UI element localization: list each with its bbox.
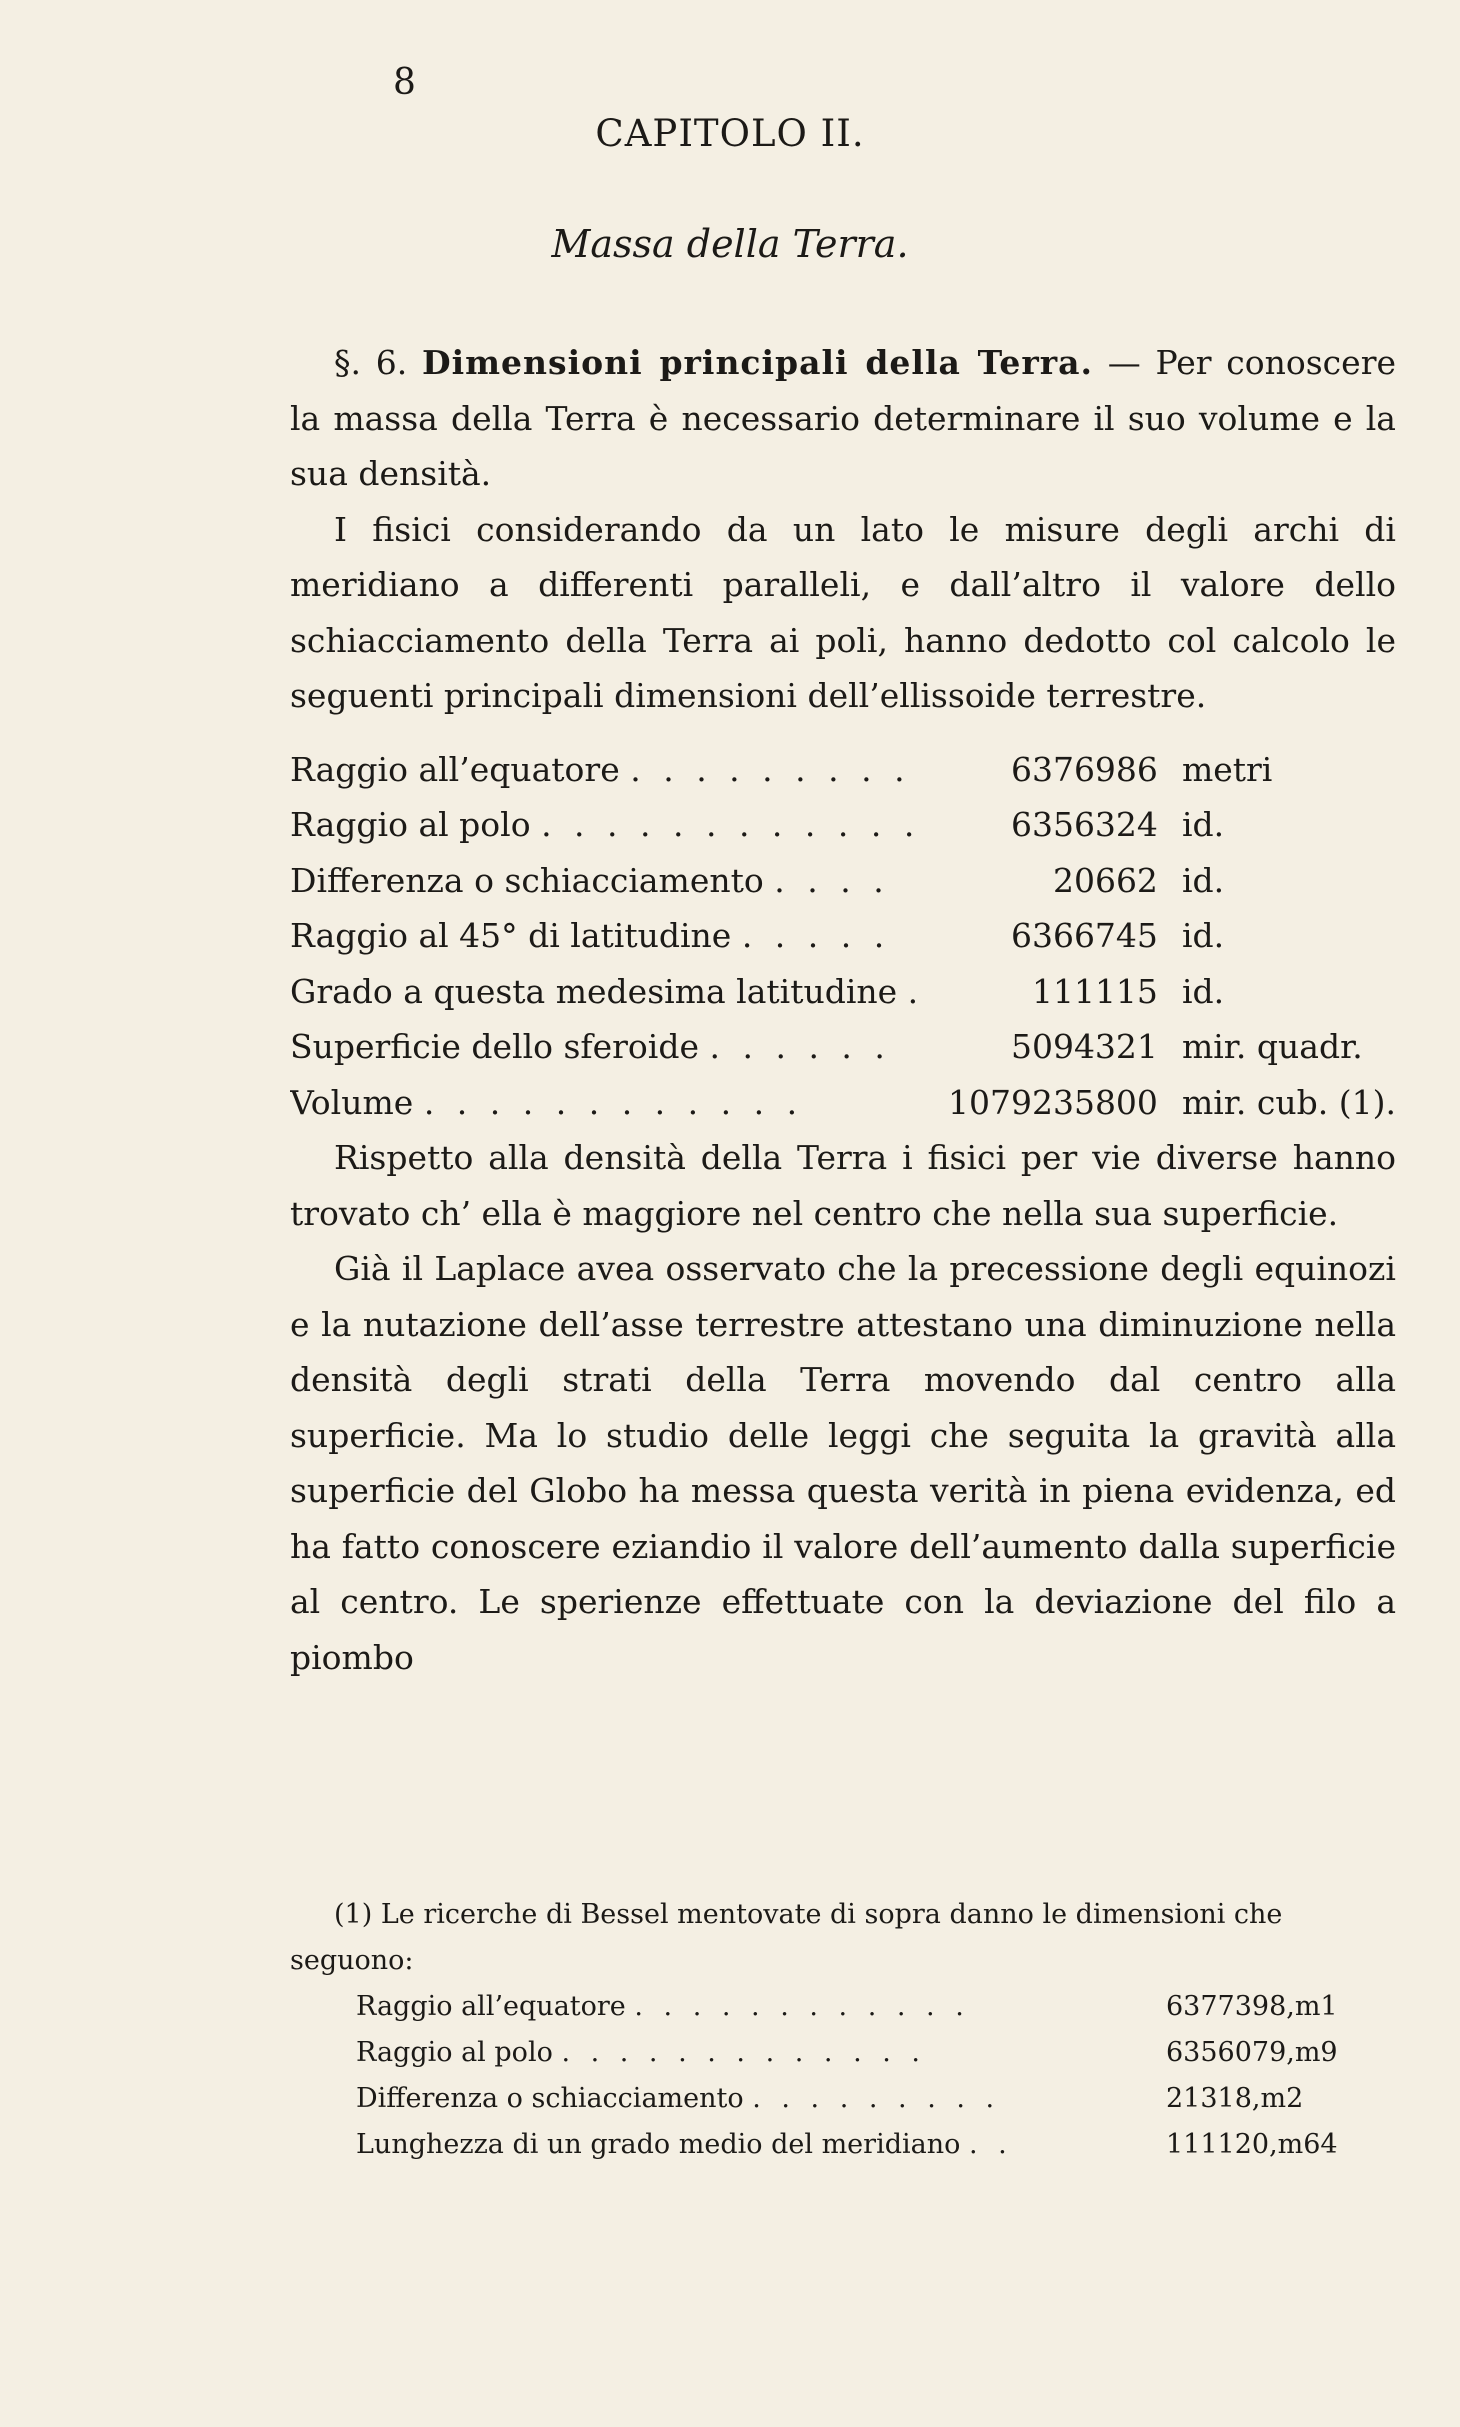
dimension-value: 6366745 xyxy=(1010,916,1158,955)
table-row xyxy=(290,1019,1396,1075)
leader-dots: . . . . . . . . . xyxy=(630,749,911,789)
table-row xyxy=(356,2122,1390,2168)
dimension-unit: id. xyxy=(1181,860,1225,900)
dimension-unit: id. xyxy=(1181,916,1225,955)
dimension-value: 5094321 xyxy=(1010,1027,1158,1066)
chapter-title: CAPITOLO II. xyxy=(595,112,865,155)
dimension-value: 6356324 xyxy=(1010,805,1158,844)
dimension-value: 111115 xyxy=(1031,971,1158,1011)
section-subtitle: Massa della Terra. xyxy=(551,222,909,266)
table-row xyxy=(356,1984,1390,2030)
table-row xyxy=(356,2076,1390,2122)
footnote-label: Lunghezza di un grado medio del meridiano xyxy=(356,2129,961,2160)
table-row xyxy=(356,2030,1390,2076)
table-row xyxy=(290,1075,1396,1131)
footnote-value: 6377398,m1 xyxy=(1166,1991,1338,2022)
section-heading: Dimensioni principali della Terra. xyxy=(421,343,1094,382)
footnote-label: Raggio all’equatore xyxy=(356,1991,626,2022)
dimension-value: 20662 xyxy=(1052,860,1158,900)
leader-dots: . . . . . . . . . . . . xyxy=(634,1991,970,2022)
dimension-label: Raggio al polo xyxy=(290,805,531,844)
leader-dots: . . . . . . xyxy=(709,1027,891,1066)
paragraph-section-6 xyxy=(290,335,1396,502)
leader-dots: . . xyxy=(968,2129,1013,2160)
paragraph-fisici: I fisici considerando da un lato le misure degli archi di meridiano a differenti paralleli, e dall’altro il valore dello schiacciamento della Terra ai poli, hanno dedotto col calcolo le seguenti principali dimensioni dell’ellissoide terrestre. xyxy=(290,509,1396,715)
table-row xyxy=(290,964,1396,1020)
footnote-value: 21318,m2 xyxy=(1166,2083,1304,2114)
footnote xyxy=(290,1892,1390,2168)
leader-dots: . . . . . xyxy=(741,916,891,955)
dimension-label: Raggio al 45° di latitudine xyxy=(290,916,732,955)
dimension-label: Raggio all’equatore xyxy=(290,749,620,789)
section-number: §. 6. xyxy=(334,343,408,382)
page-number: 8 xyxy=(393,62,416,103)
leader-dots: . xyxy=(907,971,925,1011)
section-text: — Per conoscere la massa della Terra è necessario determinare il suo volume e la sua densità. xyxy=(290,343,1396,493)
dimension-unit: metri xyxy=(1181,749,1273,789)
dimensions-table xyxy=(290,742,1396,1131)
dimension-unit: id. xyxy=(1181,805,1225,844)
dimension-value: 6376986 xyxy=(1010,749,1158,789)
dimension-unit: id. xyxy=(1181,971,1225,1011)
table-row xyxy=(290,742,1396,798)
main-text xyxy=(290,335,1396,1685)
dimension-label: Superficie dello sferoide xyxy=(290,1027,700,1066)
leader-dots: . . . . xyxy=(774,860,890,900)
dimension-unit: mir. cub. (1). xyxy=(1181,1082,1396,1122)
footnote-value: 6356079,m9 xyxy=(1166,2037,1338,2068)
footnote-table xyxy=(356,1984,1390,2168)
footnote-label: Differenza o schiacciamento xyxy=(356,2083,744,2114)
table-row xyxy=(290,908,1396,964)
dimension-label: Volume xyxy=(290,1082,414,1122)
dimension-label: Differenza o schiacciamento xyxy=(290,860,764,900)
leader-dots: . . . . . . . . . xyxy=(752,2083,1001,2114)
paragraph-laplace: Già il Laplace avea osservato che la precessione degli equinozi e la nutazione dell’asse terrestre attestano una diminuzione nella densità degli strati della Terra movendo dal centro alla superficie. Ma lo studio delle leggi che seguita la gravità alla superficie del Globo ha messa questa verità in piena evidenza, ed ha fatto conoscere eziandio il valore dell’aumento dalla superficie al centro. Le sperienze effettuate con la deviazione del filo a piombo xyxy=(290,1249,1396,1677)
footnote-value: 111120,m64 xyxy=(1166,2129,1338,2160)
dimension-label: Grado a questa medesima latitudine xyxy=(290,971,898,1011)
leader-dots: . . . . . . . . . . . . xyxy=(423,1082,804,1122)
footnote-label: Raggio al polo xyxy=(356,2037,553,2068)
table-row xyxy=(290,853,1396,909)
table-row xyxy=(290,797,1396,853)
footnote-intro: (1) Le ricerche di Bessel mentovate di sopra danno le dimensioni che seguono: xyxy=(290,1899,1283,1976)
leader-dots: . . . . . . . . . . . . . xyxy=(561,2037,927,2068)
leader-dots: . . . . . . . . . . . . xyxy=(541,805,921,844)
dimension-unit: mir. quadr. xyxy=(1181,1027,1363,1066)
dimension-value: 1079235800 xyxy=(947,1082,1158,1122)
paragraph-densita: Rispetto alla densità della Terra i fisici per vie diverse hanno trovato ch’ ella è maggiore nel centro che nella sua superficie. xyxy=(290,1138,1396,1233)
